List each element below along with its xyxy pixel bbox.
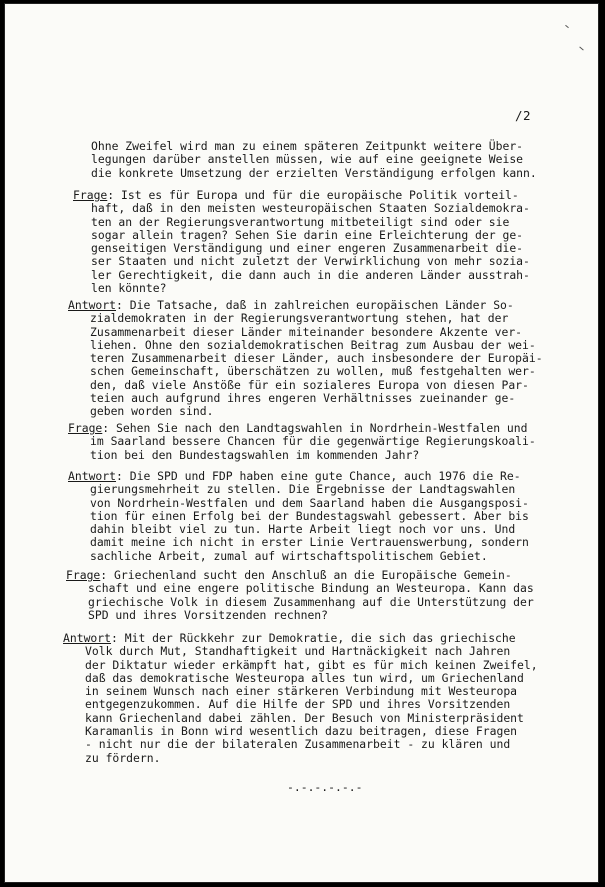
scan-speck: [565, 25, 569, 28]
line: kann Griechenland dabei zählen. Der Besuch von Ministerpräsident: [85, 710, 524, 725]
line: : Sehen Sie nach den Landtagswahlen in Nordrhein-Westfalen und: [102, 421, 528, 435]
line: daß das demokratische Westeuropa alles tun wird, um Griechenland: [85, 670, 524, 685]
line: liehen. Ohne den sozialdemokratischen Beitrag zum Ausbau der wei-: [90, 337, 536, 352]
answer-paragraph: [68, 470, 529, 563]
line: : Ist es für Europa und für die europäische Politik vorteil-: [107, 188, 519, 202]
line: Ohne Zweifel wird man zu einem späteren Zeitpunkt weitere Über-: [91, 139, 524, 153]
question-paragraph: [68, 422, 536, 462]
answer-paragraph: [68, 299, 543, 419]
line: Karamanlis in Bonn wird wesentlich dazu beitragen, diese Fragen: [85, 724, 518, 739]
line: SPD und ihres Vorsitzenden rechnen?: [88, 607, 329, 622]
line: gierungsmehrheit zu stellen. Die Ergebnisse der Landtagswahlen: [90, 482, 516, 497]
line: im Saarland bessere Chancen für die gegenwärtige Regierungskoali-: [90, 434, 536, 449]
line: ler Gerechtigkeit, die dann auch in die anderen Länder ausstrah-: [91, 267, 530, 282]
line: : Griechenland sucht den Anschluß an die Europäische Gemein-: [100, 568, 512, 582]
line: zialdemokraten in der Regierungsverantwortung stehen, hat der: [90, 311, 509, 326]
line: sogar allein tragen? Sehen Sie darin eine Erleichterung der ge-: [91, 227, 524, 242]
answer-label: Antwort: [68, 469, 117, 483]
line: zu fördern.: [85, 750, 161, 765]
page-number: /2: [515, 108, 532, 123]
line: in seinem Wunsch nach einer stärkeren Verbindung mit Westeuropa: [85, 684, 518, 699]
intro-paragraph: [91, 140, 537, 180]
line: : Die Tatsache, daß in zahlreichen europäischen Länder So-: [116, 298, 514, 312]
answer-label: Antwort: [63, 631, 112, 645]
line: haft, daß in den meisten westeuropäischen Staaten Sozialdemokra-: [91, 201, 530, 216]
line: der Diktatur wieder erkämpft hat, gibt es für mich keinen Zweifel,: [85, 657, 538, 672]
question-label: Frage: [66, 568, 101, 582]
line: : Mit der Rückkehr zur Demokratie, die sich das griechische: [111, 631, 516, 645]
document-page: [4, 3, 599, 883]
line: griechische Volk in diesem Zusammenhang auf die Unterstützung der: [88, 594, 534, 609]
line: dahin bleibt viel zu tun. Harte Arbeit liegt noch vor uns. Und: [90, 522, 516, 537]
line: von Nordrhein-Westfalen und dem Saarland haben die Ausgangsposi-: [90, 495, 529, 510]
answer-label: Antwort: [68, 298, 117, 312]
line: schen Gemeinschaft, überschätzen zu wollen, muß festgehalten wer-: [90, 364, 536, 379]
line: geben worden sind.: [90, 404, 214, 419]
line: die konkrete Umsetzung der erzielten Verständigung erfolgen kann.: [91, 165, 537, 180]
line: : Die SPD und FDP haben eine gute Chance, auch 1976 die Re-: [116, 469, 521, 483]
line: ten an der Regierungsverantwortung mitbeteiligt sind oder sie: [91, 214, 510, 229]
line: entgegenzukommen. Auf die Hilfe der SPD und ihres Vorsitzenden: [85, 697, 511, 712]
line: schaft und eine engere politische Bindung an Westeuropa. Kann das: [88, 581, 534, 596]
line: teren Zusammenarbeit dieser Länder, auch insbesondere der Europäi-: [90, 351, 543, 366]
line: genseitigen Verständigung und einer engeren Zusammenarbeit die-: [91, 241, 524, 256]
line: damit meine ich nicht in erster Linie Vertrauenswerbung, sondern: [90, 535, 529, 550]
line: sachliche Arbeit, zumal auf wirtschaftspolitischem Gebiet.: [90, 548, 488, 563]
line: tion bei den Bundestagswahlen im kommenden Jahr?: [90, 447, 420, 462]
answer-paragraph: [63, 632, 538, 765]
line: - nicht nur die der bilateralen Zusammenarbeit - zu klären und: [85, 737, 511, 752]
line: teien auch aufgrund ihres engeren Verhältnisses zueinander ge-: [90, 391, 516, 406]
line: tion für einen Erfolg bei der Bundestagswahl gebessert. Aber bis: [90, 508, 529, 523]
line: legungen darüber anstellen müssen, wie auf eine geeignete Weise: [91, 152, 524, 167]
scan-speck: [579, 47, 583, 51]
question-label: Frage: [68, 421, 103, 435]
line: Volk durch Mut, Standhaftigkeit und Hartnäckigkeit nach Jahren: [85, 644, 511, 659]
line: den, daß viele Anstöße für ein sozialeres Europa von diesen Par-: [90, 377, 529, 392]
end-mark: -.-.-.-.-.-: [287, 780, 363, 794]
question-paragraph: [73, 189, 530, 295]
question-paragraph: [66, 569, 534, 622]
line: len könnte?: [91, 281, 167, 296]
line: ser Staaten und nicht zuletzt der Verwirklichung von mehr sozia-: [91, 254, 530, 269]
question-label: Frage: [73, 188, 108, 202]
line: Zusammenarbeit dieser Länder miteinander besondere Akzente ver-: [90, 324, 523, 339]
